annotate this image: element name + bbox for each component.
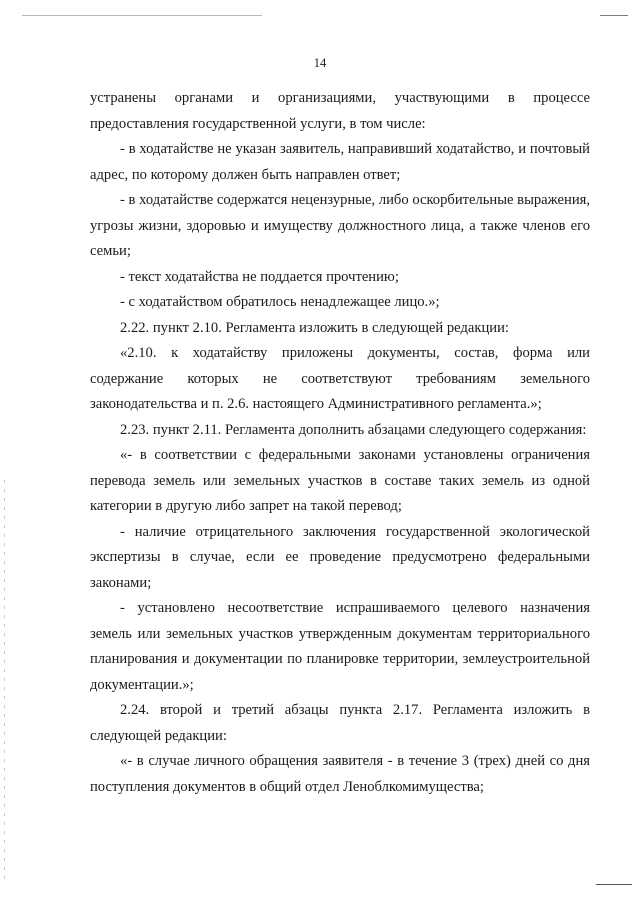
paragraph: 2.23. пункт 2.11. Регламента дополнить абзацами следующего содержания: [120,421,587,438]
scan-edge-dots [4,480,5,880]
paragraph: 2.24. второй и третий абзацы пункта 2.17. Регламента изложить в следующей редакции: [90,702,590,744]
paragraph: - в ходатайстве содержатся нецензурные, либо оскорбительные выражения, угрозы жизни, здоровью и имуществу должностного лица, а также членов его семьи; [90,192,590,259]
scan-edge-line [22,15,262,16]
paragraph: - с ходатайством обратилось ненадлежащее лицо.»; [120,294,440,310]
paragraph: «- в случае личного обращения заявителя - в течение 3 (трех) дней со дня поступления документов в общий отдел Леноблкомимущества; [90,753,590,795]
paragraph: «2.10. к ходатайству приложены документы, состав, форма или содержание которых не соответствуют требованиям земельного законодательства и п. 2.6. настоящего Административного регламента.»; [90,345,590,412]
document-body [90,86,590,800]
scan-edge-mark [600,15,628,16]
paragraph: - наличие отрицательного заключения государственной экологической экспертизы в случае, если ее проведение предусмотрено федеральными законами; [90,523,590,591]
paragraph: 2.22. пункт 2.10. Регламента изложить в следующей редакции: [120,319,509,336]
paragraph: - в ходатайстве не указан заявитель, направивший ходатайство, и почтовый адрес, по которому должен быть направлен ответ; [90,141,590,183]
paragraph: - текст ходатайства не поддается прочтению; [120,268,399,285]
page-number: 14 [313,56,327,70]
paragraph: «- в соответствии с федеральными законами установлены ограничения перевода земель или земельных участков в составе таких земель из одной категории в другую либо запрет на такой перевод; [90,447,590,514]
scan-edge-mark [596,884,632,885]
paragraph: устранены органами и организациями, участвующими в процессе предоставления государственной услуги, в том числе: [90,90,590,132]
paragraph: - установлено несоответствие испрашиваемого целевого назначения земель или земельных участков утвержденным документам территориального планирования и документации по планировке территории, землеустроительной документации.»; [90,600,590,693]
